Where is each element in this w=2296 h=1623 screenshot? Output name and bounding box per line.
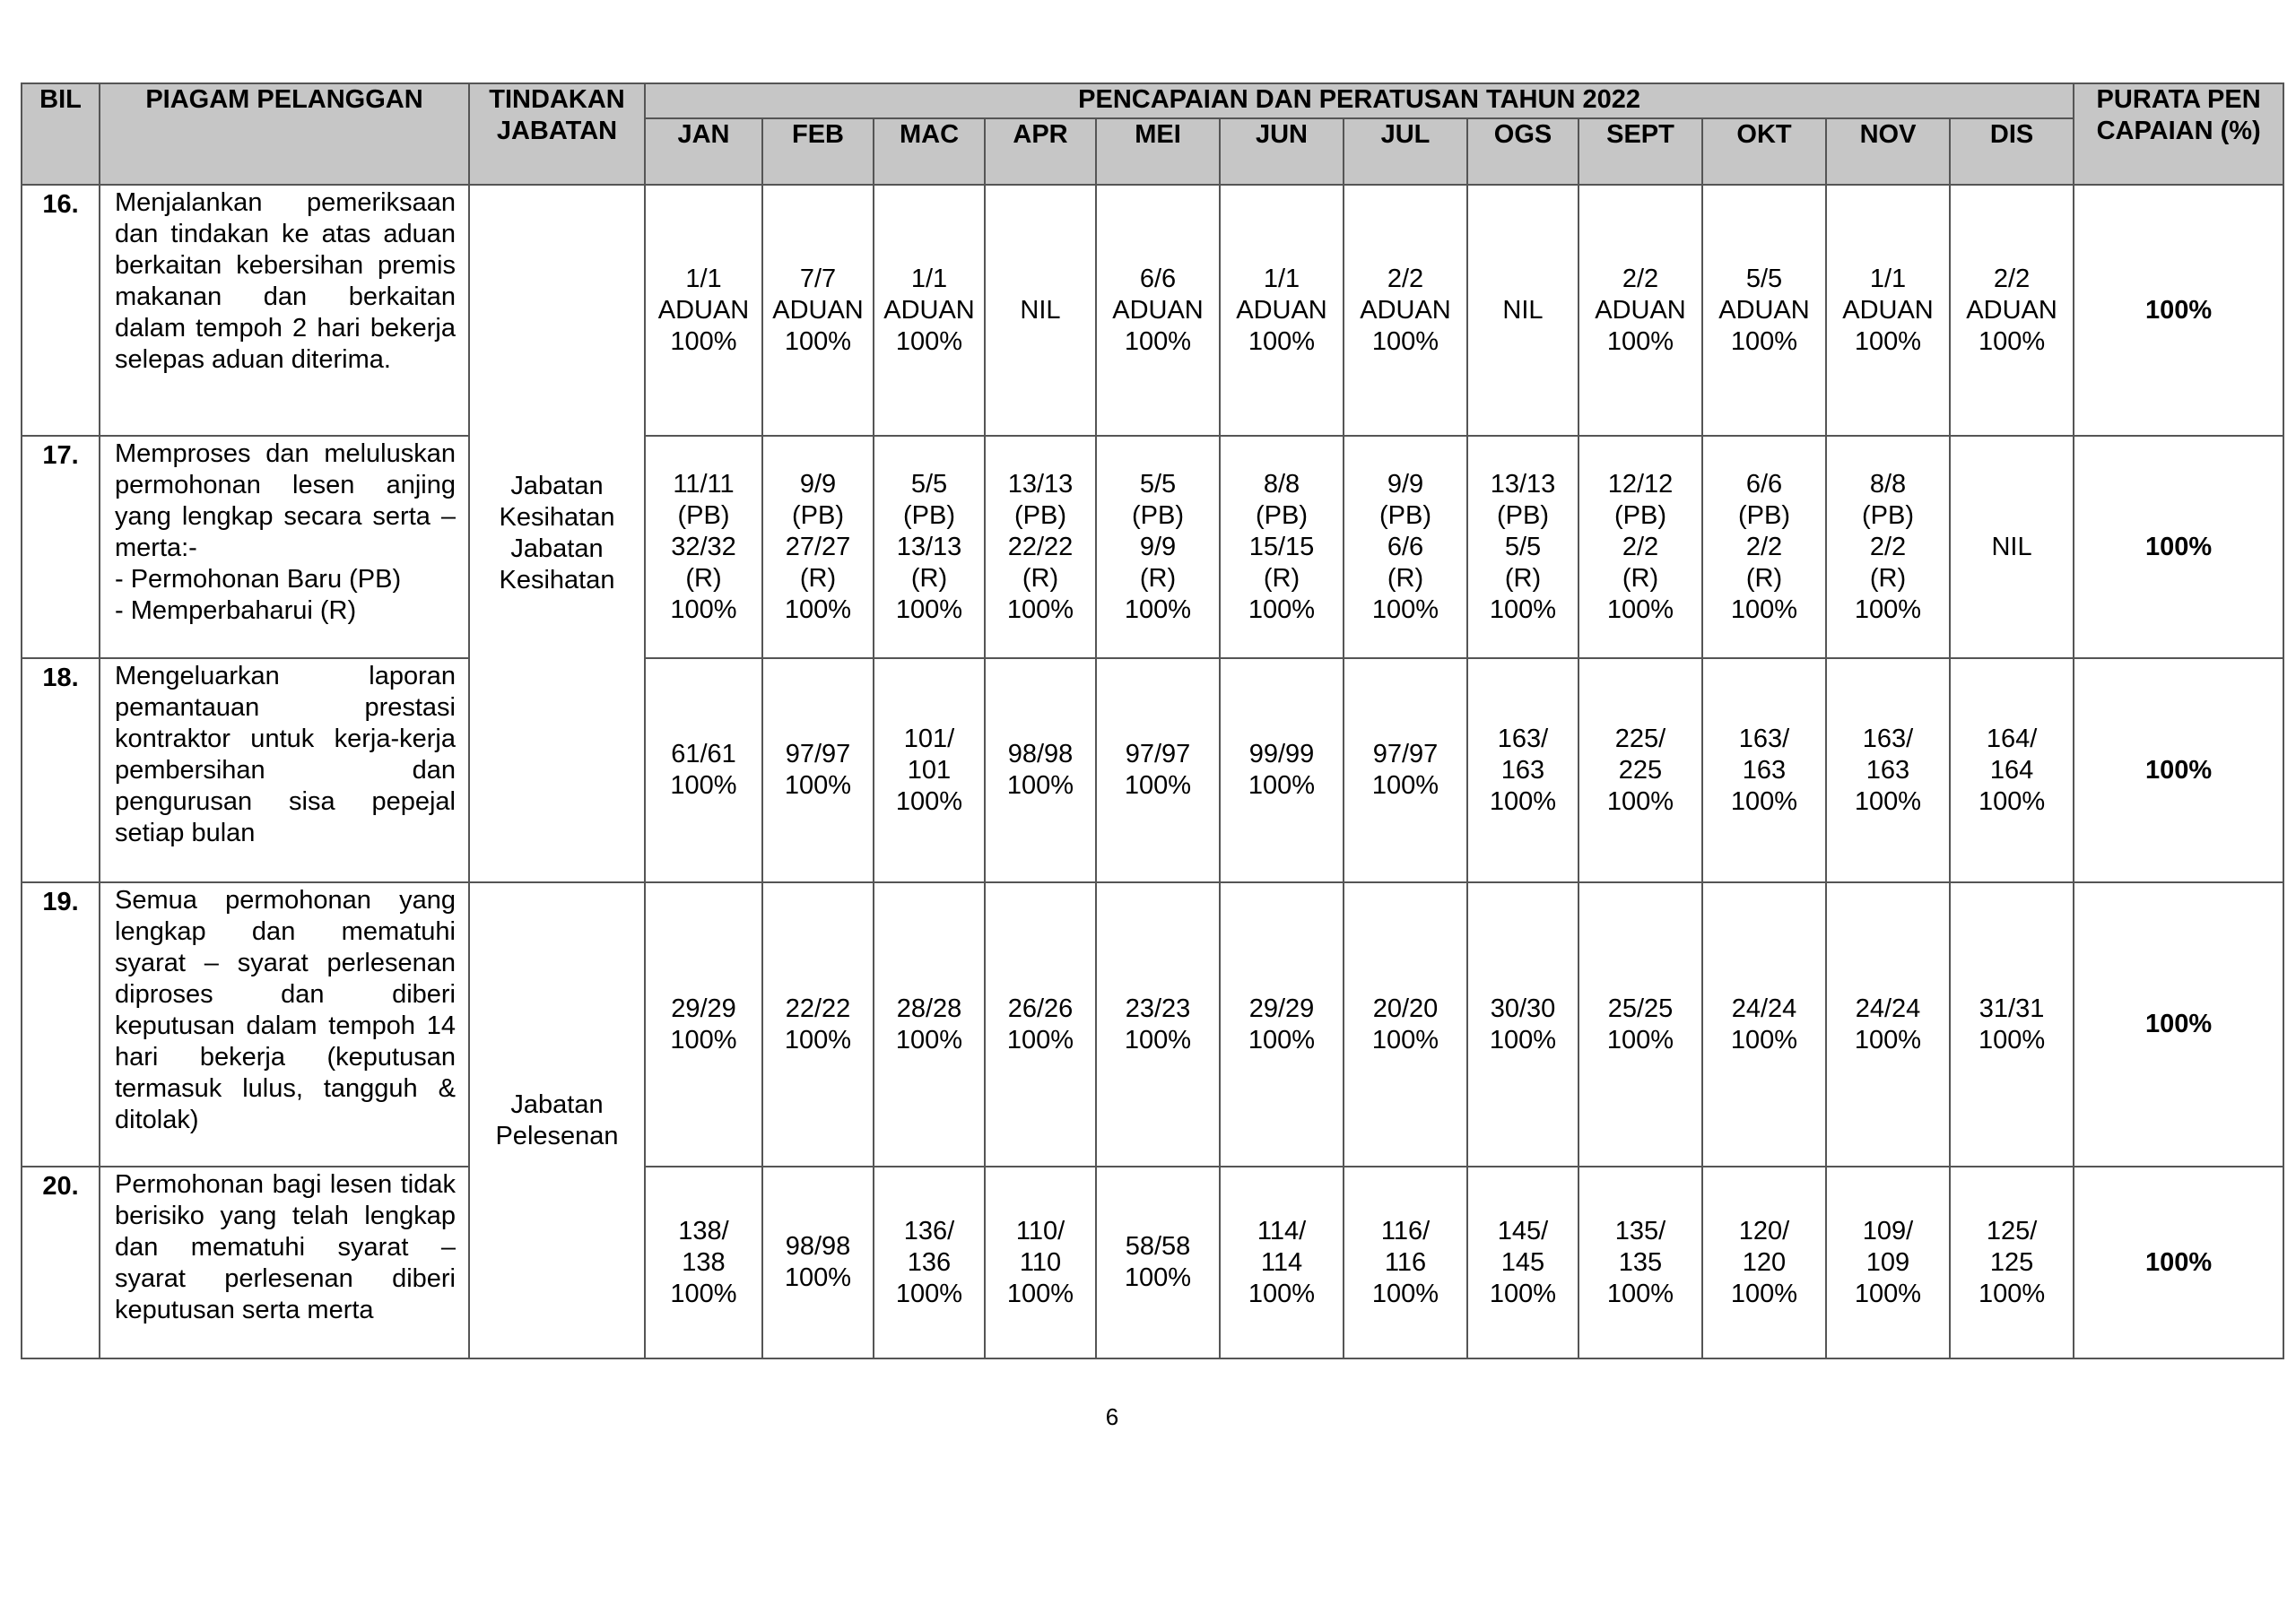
month-value-line: 5/5 [1504,532,1542,561]
month-value-line: 2/2 [1993,264,2031,293]
month-value-line: 15/15 [1248,532,1315,561]
month-value-line: 100% [1978,786,2046,816]
header-purata: PURATA PENCAPAIAN (%) [2074,83,2283,185]
month-value-line: 100% [1730,595,1798,624]
header-month: APR [985,118,1096,185]
month-value-line: 163/ [1497,724,1549,753]
month-value-line: (PB) [677,500,730,530]
month-value-line: 100% [670,1025,737,1055]
month-value-line: 24/24 [1731,994,1797,1023]
month-value-line: 29/29 [671,994,736,1023]
month-value-cell [1950,1167,2074,1358]
month-value-line: 100% [1006,595,1074,624]
month-value-line: (R) [1869,563,1907,593]
month-value-line: 9/9 [1139,532,1177,561]
month-value-line: 100% [895,1279,963,1308]
month-value-cell [1826,436,1950,658]
month-value-cell [874,658,985,882]
month-value-line: 58/58 [1125,1232,1191,1261]
month-value-cell [874,185,985,436]
month-value-line: 138 [682,1247,726,1277]
month-value-cell [762,185,874,436]
month-value-line: (PB) [1256,500,1308,530]
month-value-cell [1578,1167,1702,1358]
month-value-line: 163 [1500,755,1545,785]
month-value-cell [1950,658,2074,882]
month-value-cell [1096,436,1220,658]
month-value-line: 100% [784,326,852,356]
month-value-cell [645,1167,762,1358]
month-value-line: 109 [1866,1247,1910,1277]
month-value-line: 100% [1489,786,1557,816]
charter-description [100,436,469,658]
month-value-cell [1096,658,1220,882]
month-value-line: 100% [1371,326,1439,356]
month-value-line: (PB) [1738,500,1790,530]
month-value-line: 100% [1248,1025,1316,1055]
month-value-line: 100% [1371,1279,1439,1308]
month-value-cell [985,436,1096,658]
month-value-line: 100% [1730,326,1798,356]
month-value-line: 100% [1854,786,1922,816]
month-value-cell [645,185,762,436]
month-value-line: (R) [1387,563,1424,593]
month-value-line: NIL [1991,532,2032,561]
department-name-line: Jabatan [510,1089,604,1119]
month-value-cell [1344,882,1467,1167]
month-value-line: (R) [685,563,722,593]
month-value-line: 100% [670,326,737,356]
month-value-line: 101 [907,755,952,785]
month-value-cell [985,185,1096,436]
month-value-line: 100% [1606,1279,1674,1308]
month-value-line: 109/ [1862,1216,1914,1245]
month-value-line: 13/13 [896,532,962,561]
header-month: MEI [1096,118,1220,185]
month-value-line: 5/5 [910,469,948,499]
month-value-line: (PB) [903,500,955,530]
charter-description [100,185,469,436]
month-value-line: 30/30 [1490,994,1556,1023]
month-value-cell [1096,882,1220,1167]
month-value-line: 100% [1006,771,1074,800]
month-value-line: (PB) [1379,500,1431,530]
month-value-line: 120/ [1738,1216,1790,1245]
description-line: - Memperbaharui (R) [115,596,357,625]
month-value-line: 100% [1730,1025,1798,1055]
month-value-line: ADUAN [772,295,864,325]
month-value-line: 125/ [1986,1216,2038,1245]
month-value-line: 100% [1854,326,1922,356]
month-value-line: 100% [895,326,963,356]
month-value-line: (PB) [1862,500,1914,530]
month-value-line: 100% [895,595,963,624]
department-name-line: Pelesenan [495,1121,619,1150]
month-value-line: 31/31 [1979,994,2045,1023]
month-value-cell [985,882,1096,1167]
month-value-line: 100% [1124,595,1192,624]
month-value-line: 98/98 [1007,740,1074,768]
month-value-line: 61/61 [671,740,736,768]
header-month: FEB [762,118,874,185]
month-value-line: 8/8 [1263,469,1300,499]
month-value-line: 100% [1606,595,1674,624]
month-value-cell [1702,658,1826,882]
month-value-cell [1467,658,1578,882]
month-value-line: 114 [1260,1247,1303,1277]
month-value-cell [1950,882,2074,1167]
month-value-line: (R) [1263,563,1300,593]
month-value-line: 25/25 [1607,994,1674,1023]
row-number: 18. [22,658,100,882]
month-value-cell [645,882,762,1167]
average-achievement: 100% [2074,185,2283,436]
month-value-line: 163 [1742,755,1787,785]
month-value-line: 2/2 [1387,264,1424,293]
month-value-cell [1096,1167,1220,1358]
month-value-line: 100% [1371,771,1439,800]
month-value-line: 1/1 [1869,264,1907,293]
header-month: JAN [645,118,762,185]
month-value-line: (PB) [1614,500,1666,530]
month-value-line: 1/1 [910,264,948,293]
month-value-line: 100% [1248,595,1316,624]
month-value-line: 12/12 [1607,469,1674,499]
month-value-line: 6/6 [1387,532,1424,561]
month-value-line: 100% [670,1279,737,1308]
month-value-line: 100% [784,771,852,800]
description-line: - Permohonan Baru (PB) [115,565,402,594]
month-value-line: 100% [1371,1025,1439,1055]
month-value-line: 145/ [1497,1216,1549,1245]
month-value-line: (R) [910,563,948,593]
month-value-line: 99/99 [1248,740,1315,768]
month-value-line: 100% [784,1025,852,1055]
month-value-line: ADUAN [1842,295,1934,325]
month-value-line: (PB) [792,500,844,530]
month-value-cell [1220,882,1344,1167]
month-value-line: 100% [670,771,737,800]
month-value-cell [1467,882,1578,1167]
month-value-line: 138/ [678,1216,729,1245]
month-value-line: 13/13 [1490,469,1556,499]
month-value-line: 22/22 [785,994,851,1023]
description-line: Mengeluarkan laporan pemantauan prestasi kontraktor untuk kerja-kerja pembersihan dan pengurusan sisa pepejal setiap bulan [115,662,456,847]
month-value-line: 100% [1124,1025,1192,1055]
month-value-line: 110/ [1015,1216,1065,1245]
month-value-line: 6/6 [1139,264,1177,293]
row-number: 16. [22,185,100,436]
month-value-line: 7/7 [799,264,837,293]
month-value-line: 114/ [1257,1216,1307,1245]
charter-description [100,882,469,1167]
month-value-line: 225 [1618,755,1663,785]
month-value-cell [874,1167,985,1358]
month-value-line: 2/2 [1622,532,1659,561]
month-value-line: 100% [784,1263,852,1292]
month-value-cell [1344,436,1467,658]
month-value-line: (R) [1022,563,1059,593]
month-value-cell [1826,185,1950,436]
header-month: NOV [1826,118,1950,185]
month-value-line: ADUAN [1718,295,1810,325]
month-value-line: 9/9 [799,469,837,499]
month-value-line: ADUAN [657,295,750,325]
month-value-line: 164/ [1986,724,2038,753]
month-value-line: 100% [1371,595,1439,624]
month-value-cell [1220,436,1344,658]
header-tindakan: TINDAKAN JABATAN [469,83,645,185]
month-value-line: (PB) [1497,500,1549,530]
month-value-line: ADUAN [1360,295,1451,325]
month-value-line: 145 [1500,1247,1545,1277]
month-value-cell [1826,658,1950,882]
month-value-line: (R) [1745,563,1783,593]
average-achievement: 100% [2074,658,2283,882]
month-value-line: 23/23 [1125,994,1191,1023]
month-value-line: ADUAN [1966,295,2057,325]
month-value-cell [1220,658,1344,882]
header-month: MAC [874,118,985,185]
month-value-line: 100% [1730,786,1798,816]
month-value-cell [645,658,762,882]
month-value-line: 100% [1606,786,1674,816]
month-value-line: 100% [1730,1279,1798,1308]
month-value-line: 225/ [1614,724,1666,753]
header-pencapaian: PENCAPAIAN DAN PERATUSAN TAHUN 2022 [645,83,2074,118]
month-value-cell [1702,436,1826,658]
month-value-line: (R) [1139,563,1177,593]
month-value-cell [1467,436,1578,658]
department-kesihatan [469,185,645,882]
month-value-cell [1578,658,1702,882]
month-value-cell [1344,185,1467,436]
month-value-line: 100% [1854,595,1922,624]
month-value-line: 100% [1489,1025,1557,1055]
month-value-line: 100% [1978,326,2046,356]
description-line: Memproses dan meluluskan permohonan lesen anjing yang lengkap secara serta – merta:- [115,439,456,562]
month-value-cell [1578,436,1702,658]
description-line: Menjalankan pemeriksaan dan tindakan ke atas aduan berkaitan kebersihan premis makanan dan berkaitan dalam tempoh 2 hari bekerja selepas aduan diterima. [115,188,456,374]
description-line: Permohonan bagi lesen tidak berisiko yang telah lengkap dan mematuhi syarat – syarat perlesenan diberi keputusan serta merta [115,1170,456,1324]
department-name-line: Kesihatan [499,566,615,595]
month-value-line: 100% [1978,1279,2046,1308]
month-value-cell [1344,658,1467,882]
month-value-line: 2/2 [1622,264,1659,293]
month-value-line: (PB) [1132,500,1184,530]
month-value-line: 125 [1989,1247,2034,1277]
row-number: 20. [22,1167,100,1358]
month-value-cell [762,436,874,658]
department-name-line: Jabatan [510,534,604,563]
month-value-cell [1950,185,2074,436]
month-value-line: 27/27 [785,532,851,561]
month-value-line: 28/28 [896,994,962,1023]
month-value-line: (R) [1622,563,1659,593]
header-month: OKT [1702,118,1826,185]
month-value-line: 98/98 [785,1232,851,1261]
month-value-line: 100% [1006,1025,1074,1055]
month-value-line: 5/5 [1139,469,1177,499]
month-value-cell [1702,185,1826,436]
month-value-line: 120 [1742,1247,1787,1277]
average-achievement: 100% [2074,882,2283,1167]
month-value-cell [1467,185,1578,436]
month-value-line: 100% [1489,595,1557,624]
month-value-line: 11/11 [673,469,735,499]
month-value-line: ADUAN [883,295,975,325]
month-value-cell [874,436,985,658]
month-value-line: 20/20 [1372,994,1439,1023]
header-month: JUL [1344,118,1467,185]
header-piagam: PIAGAM PELANGGAN [100,83,469,185]
month-value-cell [1344,1167,1467,1358]
month-value-line: 100% [670,595,737,624]
month-value-cell [1826,1167,1950,1358]
month-value-line: 5/5 [1745,264,1783,293]
month-value-cell [1950,436,2074,658]
header-month: DIS [1950,118,2074,185]
month-value-line: 97/97 [1125,740,1191,768]
header-month: SEPT [1578,118,1702,185]
month-value-cell [1578,882,1702,1167]
month-value-line: 116/ [1380,1216,1431,1245]
header-month: OGS [1467,118,1578,185]
department-name-line: Kesihatan [499,503,615,532]
month-value-cell [1467,1167,1578,1358]
month-value-cell [645,436,762,658]
month-value-line: (R) [799,563,837,593]
month-value-line: 163 [1866,755,1910,785]
average-achievement: 100% [2074,436,2283,658]
month-value-cell [1826,882,1950,1167]
month-value-line: 100% [1606,1025,1674,1055]
month-value-line: 100% [1006,1279,1074,1308]
month-value-line: (PB) [1014,500,1066,530]
month-value-cell [762,658,874,882]
month-value-line: 135 [1618,1247,1663,1277]
month-value-line: 97/97 [1372,740,1439,768]
month-value-line: 110 [1019,1247,1062,1277]
month-value-line: 100% [1124,771,1192,800]
month-value-line: ADUAN [1595,295,1686,325]
month-value-line: 22/22 [1007,532,1074,561]
month-value-line: 32/32 [671,532,736,561]
month-value-line: 163/ [1738,724,1790,753]
month-value-cell [985,658,1096,882]
month-value-line: ADUAN [1112,295,1204,325]
month-value-cell [762,882,874,1167]
month-value-line: 100% [784,595,852,624]
department-name-line: Jabatan [510,472,604,500]
month-value-cell [1220,185,1344,436]
month-value-cell [1220,1167,1344,1358]
month-value-line: 1/1 [1263,264,1300,293]
month-value-line: 2/2 [1869,532,1907,561]
achievement-table [21,82,2284,1359]
month-value-line: 100% [1854,1025,1922,1055]
month-value-line: 164 [1989,755,2034,785]
month-value-cell [985,1167,1096,1358]
month-value-line: 100% [1248,771,1316,800]
month-value-line: 101/ [903,724,955,753]
month-value-cell [1702,882,1826,1167]
month-value-line: 8/8 [1869,469,1907,499]
month-value-line: 136/ [903,1216,955,1245]
month-value-line: 97/97 [785,740,851,768]
month-value-line: 100% [1248,326,1316,356]
page-number: 6 [1105,1403,1119,1430]
month-value-line: 24/24 [1855,994,1921,1023]
month-value-cell [1578,185,1702,436]
month-value-cell [762,1167,874,1358]
month-value-cell [1702,1167,1826,1358]
month-value-line: 26/26 [1007,994,1074,1023]
charter-description [100,658,469,882]
month-value-line: 100% [1978,1025,2046,1055]
month-value-line: 9/9 [1387,469,1424,499]
description-line: Semua permohonan yang lengkap dan mematuhi syarat – syarat perlesenan diproses dan diberi keputusan dalam tempoh 14 hari bekerja (keputusan termasuk lulus, tangguh & ditolak) [115,886,456,1134]
row-number: 17. [22,436,100,658]
month-value-line: 2/2 [1745,532,1783,561]
month-value-line: 136 [907,1247,952,1277]
header-bil: BIL [22,83,100,185]
month-value-line: 100% [1854,1279,1922,1308]
month-value-cell [874,882,985,1167]
month-value-line: ADUAN [1236,295,1327,325]
month-value-line: 100% [1489,1279,1557,1308]
month-value-line: 1/1 [685,264,722,293]
month-value-line: 100% [1124,1263,1192,1292]
month-value-line: 100% [895,786,963,816]
month-value-line: 29/29 [1248,994,1315,1023]
month-value-line: 100% [895,1025,963,1055]
charter-description [100,1167,469,1358]
month-value-line: 135/ [1614,1216,1666,1245]
department-pelesenan [469,882,645,1358]
month-value-line: 13/13 [1007,469,1074,499]
month-value-cell [1096,185,1220,436]
month-value-line: 100% [1606,326,1674,356]
month-value-line: NIL [1020,295,1061,325]
header-month: JUN [1220,118,1344,185]
month-value-line: (R) [1504,563,1542,593]
month-value-line: 100% [1248,1279,1316,1308]
month-value-line: 116 [1384,1247,1427,1277]
month-value-line: 100% [1124,326,1192,356]
average-achievement: 100% [2074,1167,2283,1358]
month-value-line: 163/ [1862,724,1914,753]
month-value-line: 6/6 [1745,469,1783,499]
row-number: 19. [22,882,100,1167]
month-value-line: NIL [1502,295,1544,325]
